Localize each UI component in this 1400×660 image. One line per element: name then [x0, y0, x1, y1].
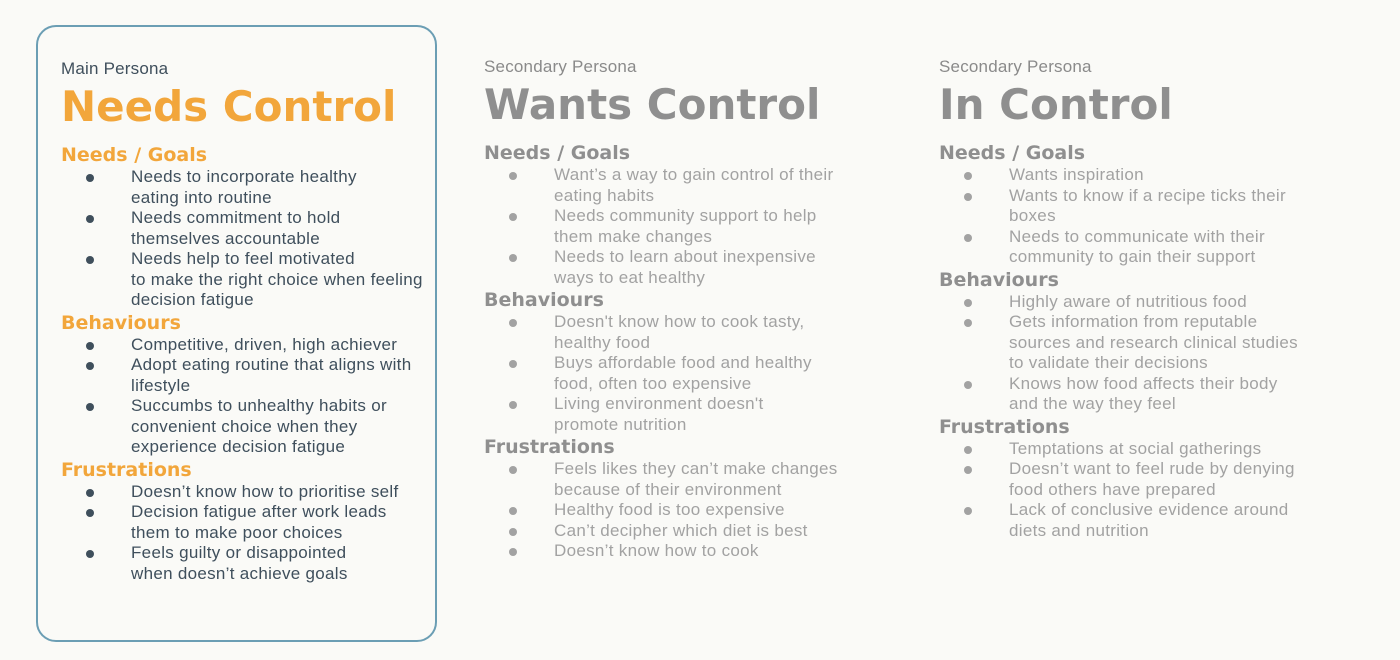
bullet-icon [509, 360, 517, 368]
list-item: Needs help to feel motivated to make the right choice when feeling decision fatigue [61, 249, 501, 311]
bullet-icon [964, 172, 972, 180]
list-item: Decision fatigue after work leads them to make poor choices [61, 502, 501, 543]
bullet-icon [964, 299, 972, 307]
bullet-icon [964, 319, 972, 327]
list-item: Feels guilty or disappointed when doesn’t achieve goals [61, 543, 501, 584]
list-item: Lack of conclusive evidence around diets and nutrition [939, 500, 1379, 541]
bullet-icon [964, 381, 972, 389]
bullet-icon [86, 256, 94, 264]
bullet-icon [509, 528, 517, 536]
bullet-icon [964, 446, 972, 454]
needs-goals-list [939, 165, 1379, 268]
frustrations-list [61, 482, 501, 585]
bullet-icon [509, 401, 517, 409]
list-item: Living environment doesn't promote nutrition [484, 394, 924, 435]
persona-type-label: Main Persona [61, 59, 169, 78]
list-item: Wants inspiration [939, 165, 1379, 186]
behaviours-list [484, 312, 924, 435]
bullet-icon [86, 215, 94, 223]
section-heading-needs-goals: Needs / Goals [484, 142, 631, 164]
section-heading-needs-goals: Needs / Goals [939, 142, 1086, 164]
list-item: Doesn’t want to feel rude by denying food others have prepared [939, 459, 1379, 500]
list-item: Temptations at social gatherings [939, 439, 1379, 460]
list-item: Want’s a way to gain control of their eating habits [484, 165, 924, 206]
list-item: Needs community support to help them make changes [484, 206, 924, 247]
section-heading-behaviours: Behaviours [484, 289, 604, 311]
persona-card-needs-control [36, 25, 437, 642]
bullet-icon [964, 193, 972, 201]
list-item: Doesn’t know how to cook [484, 541, 924, 562]
list-item: Doesn't know how to cook tasty, healthy food [484, 312, 924, 353]
needs-goals-list [484, 165, 924, 288]
bullet-icon [86, 174, 94, 182]
frustrations-list [939, 439, 1379, 542]
bullet-icon [509, 172, 517, 180]
list-item: Needs to learn about inexpensive ways to eat healthy [484, 247, 924, 288]
list-item: Adopt eating routine that aligns with lifestyle [61, 355, 501, 396]
bullet-icon [964, 466, 972, 474]
needs-goals-list [61, 167, 501, 311]
list-item: Feels likes they can’t make changes because of their environment [484, 459, 924, 500]
list-item: Competitive, driven, high achiever [61, 335, 501, 356]
list-item: Succumbs to unhealthy habits or convenient choice when they experience decision fatigue [61, 396, 501, 458]
list-item: Healthy food is too expensive [484, 500, 924, 521]
bullet-icon [86, 509, 94, 517]
frustrations-list [484, 459, 924, 562]
persona-title: Wants Control [484, 80, 821, 129]
bullet-icon [509, 507, 517, 515]
section-heading-needs-goals: Needs / Goals [61, 144, 208, 166]
persona-title: In Control [939, 80, 1173, 129]
list-item: Wants to know if a recipe ticks their boxes [939, 186, 1379, 227]
bullet-icon [86, 403, 94, 411]
bullet-icon [86, 362, 94, 370]
bullet-icon [509, 254, 517, 262]
bullet-icon [509, 466, 517, 474]
bullet-icon [964, 507, 972, 515]
section-heading-behaviours: Behaviours [61, 311, 181, 334]
bullet-icon [86, 489, 94, 497]
bullet-icon [509, 213, 517, 221]
list-item: Knows how food affects their body and the way they feel [939, 374, 1379, 415]
list-item: Buys affordable food and healthy food, often too expensive [484, 353, 924, 394]
persona-type-label: Secondary Persona [484, 57, 637, 76]
bullet-icon [509, 548, 517, 556]
bullet-icon [86, 550, 94, 558]
list-item: Needs commitment to hold themselves accountable [61, 208, 501, 249]
bullet-icon [509, 319, 517, 327]
bullet-icon [964, 234, 972, 242]
list-item: Gets information from reputable sources and research clinical studies to validate their decisions [939, 312, 1379, 374]
persona-type-label: Secondary Persona [939, 57, 1092, 76]
list-item: Needs to incorporate healthy eating into routine [61, 167, 501, 208]
list-item: Needs to communicate with their community to gain their support [939, 227, 1379, 268]
section-heading-frustrations: Frustrations [61, 458, 192, 481]
bullet-icon [86, 342, 94, 350]
section-heading-frustrations: Frustrations [939, 415, 1070, 438]
list-item: Doesn’t know how to prioritise self [61, 482, 501, 503]
behaviours-list [61, 335, 501, 458]
persona-title: Needs Control [61, 82, 397, 131]
section-heading-behaviours: Behaviours [939, 268, 1059, 291]
section-heading-frustrations: Frustrations [484, 436, 615, 458]
list-item: Can’t decipher which diet is best [484, 521, 924, 542]
list-item: Highly aware of nutritious food [939, 292, 1379, 313]
behaviours-list [939, 292, 1379, 415]
